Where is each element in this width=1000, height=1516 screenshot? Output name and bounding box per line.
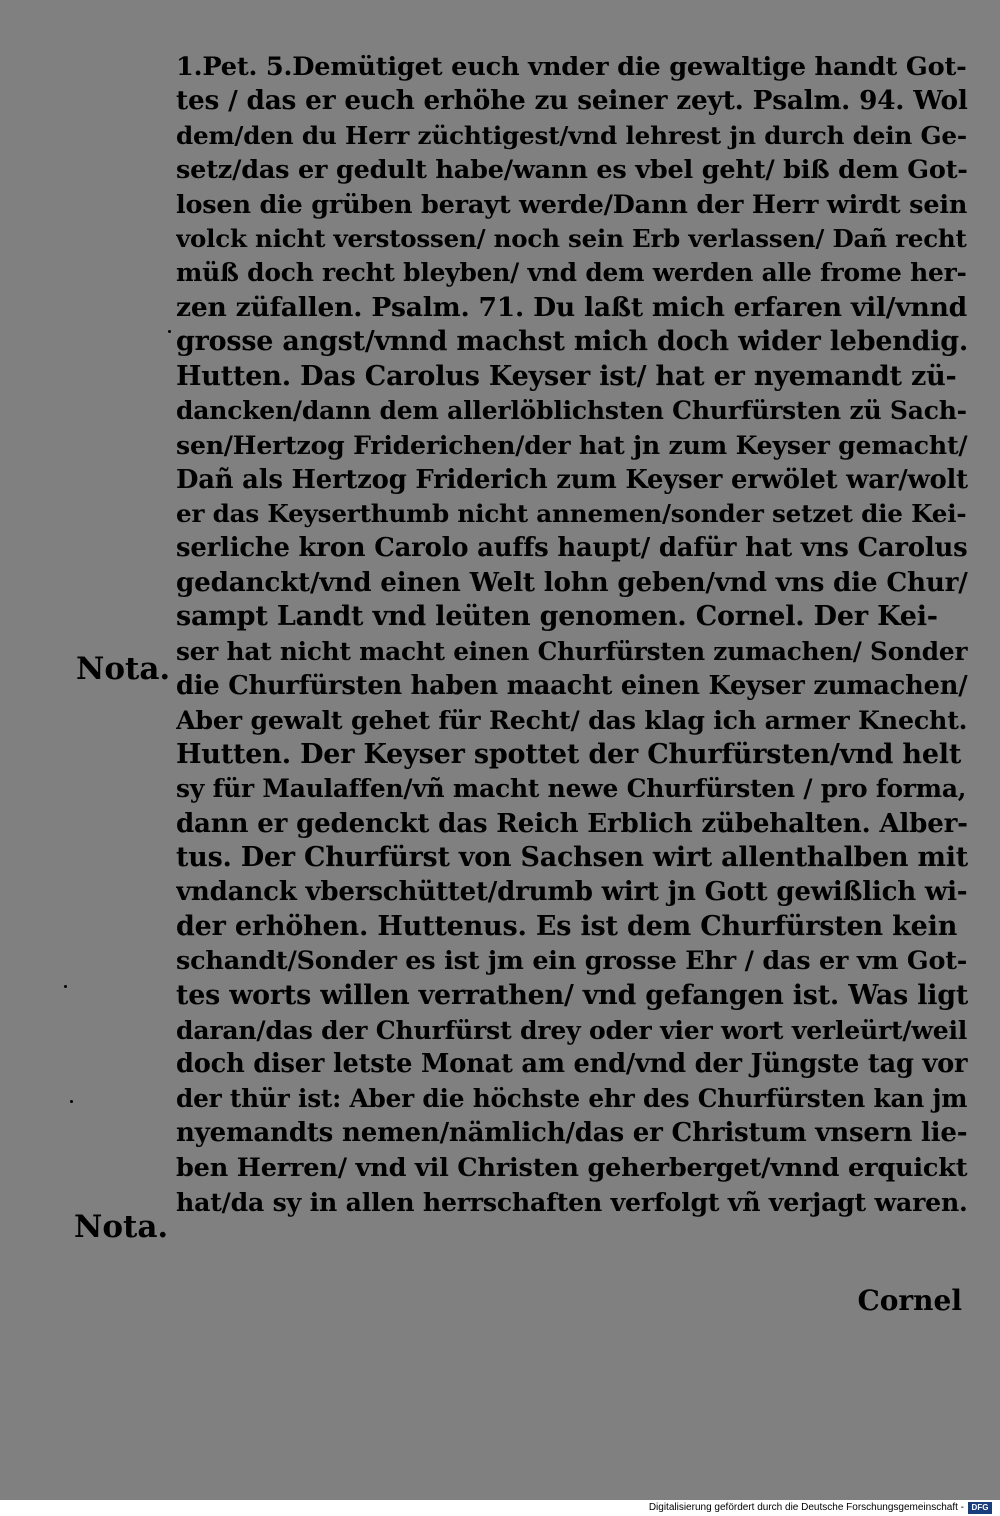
ink-speck xyxy=(64,985,67,988)
text-line: dann er gedenckt das Reich Erblich zübehalten. Alber- xyxy=(176,807,968,839)
text-line: setz/das er gedult habe/wann es vbel geht/ biß dem Got- xyxy=(176,155,968,186)
text-line: Dañ als Hertzog Friderich zum Keyser erwölet war/wolt xyxy=(176,464,968,495)
marginal-note-nota-1: Nota. xyxy=(76,651,171,687)
text-line: er das Keyserthumb nicht annemen/sonder setzet die Kei- xyxy=(176,499,967,529)
text-line: dem/den du Herr züchtigest/vnd lehrest jn durch dein Ge- xyxy=(176,120,967,150)
text-line: Hutten. Der Keyser spottet der Churfürsten/vnd helt xyxy=(176,738,962,770)
text-line: der erhöhen. Huttenus. Es ist dem Churfürsten kein xyxy=(176,910,958,942)
text-line: losen die grüben berayt werde/Dann der Herr wirdt sein xyxy=(176,189,968,220)
marginal-note-nota-2: Nota. xyxy=(74,1209,169,1245)
text-line: sen/Hertzog Friderichen/der hat jn zum Keyser gemacht/ xyxy=(176,430,968,461)
text-line: volck nicht verstossen/ noch sein Erb verlassen/ Dañ recht xyxy=(176,223,967,253)
text-line: sampt Landt vnd leüten genomen. Cornel. Der Kei- xyxy=(176,601,938,633)
text-line: Hutten. Das Carolus Keyser ist/ hat er nyemandt zü- xyxy=(176,360,957,392)
digitization-footer xyxy=(0,1500,1000,1516)
text-line: 1.Pet. 5.Demütiget euch vnder die gewaltige handt Got- xyxy=(176,52,967,82)
ink-speck xyxy=(168,330,171,333)
text-line: sy für Maulaffen/vñ macht newe Churfürsten / pro forma, xyxy=(176,774,967,804)
text-line: dancken/dann dem allerlöblichsten Churfürsten zü Sach- xyxy=(176,395,967,425)
text-line: ben Herren/ vnd vil Christen geherberget/vnnd erquickt xyxy=(176,1152,968,1183)
text-line: tes / das er euch erhöhe zu seiner zeyt. Psalm. 94. Wol xyxy=(176,85,968,117)
main-text-block xyxy=(176,50,968,1219)
text-line: schandt/Sonder es ist jm ein grosse Ehr / das er vm Got- xyxy=(176,946,968,977)
text-line: der thür ist: Aber die höchste ehr des Churfürsten kan jm xyxy=(176,1083,968,1113)
dfg-logo: DFG xyxy=(968,1502,992,1514)
text-line: Aber gewalt gehet für Recht/ das klag ich armer Knecht. xyxy=(176,705,968,736)
text-line: doch diser letste Monat am end/vnd der Jüngste tag vor xyxy=(176,1049,968,1080)
ink-speck xyxy=(70,1100,73,1103)
text-line: tus. Der Churfürst von Sachsen wirt allenthalben mit xyxy=(176,841,968,873)
text-line: grosse angst/vnnd machst mich doch wider lebendig. xyxy=(176,326,968,358)
text-line: daran/das der Churfürst drey oder vier wort verleürt/weil xyxy=(176,1014,968,1045)
text-line: müß doch recht bleyben/ vnd dem werden alle frome her- xyxy=(176,258,967,288)
text-line: tes worts willen verrathen/ vnd gefangen ist. Was ligt xyxy=(176,979,968,1011)
text-line: serliche kron Carolo auffs haupt/ dafür hat vns Carolus xyxy=(176,533,968,564)
text-line: die Churfürsten haben maacht einen Keyser zumachen/ xyxy=(176,671,968,702)
catchword: Cornel xyxy=(857,1284,962,1317)
text-line: ser hat nicht macht einen Churfürsten zumachen/ Sonder xyxy=(176,636,968,666)
footer-credit: Digitalisierung gefördert durch die Deutsche Forschungsgemeinschaft - xyxy=(648,1502,964,1513)
text-line: hat/da sy in allen herrschaften verfolgt vñ verjagt waren. xyxy=(176,1186,968,1217)
text-line: nyemandts nemen/nämlich/das er Christum vnsern lie- xyxy=(176,1118,968,1149)
text-line: gedanckt/vnd einen Welt lohn geben/vnd vns die Chur/ xyxy=(176,566,968,598)
text-line: zen züfallen. Psalm. 71. Du laßt mich erfaren vil/vnnd xyxy=(176,291,968,323)
text-line: vndanck vberschüttet/drumb wirt jn Gott gewißlich wi- xyxy=(176,877,968,908)
